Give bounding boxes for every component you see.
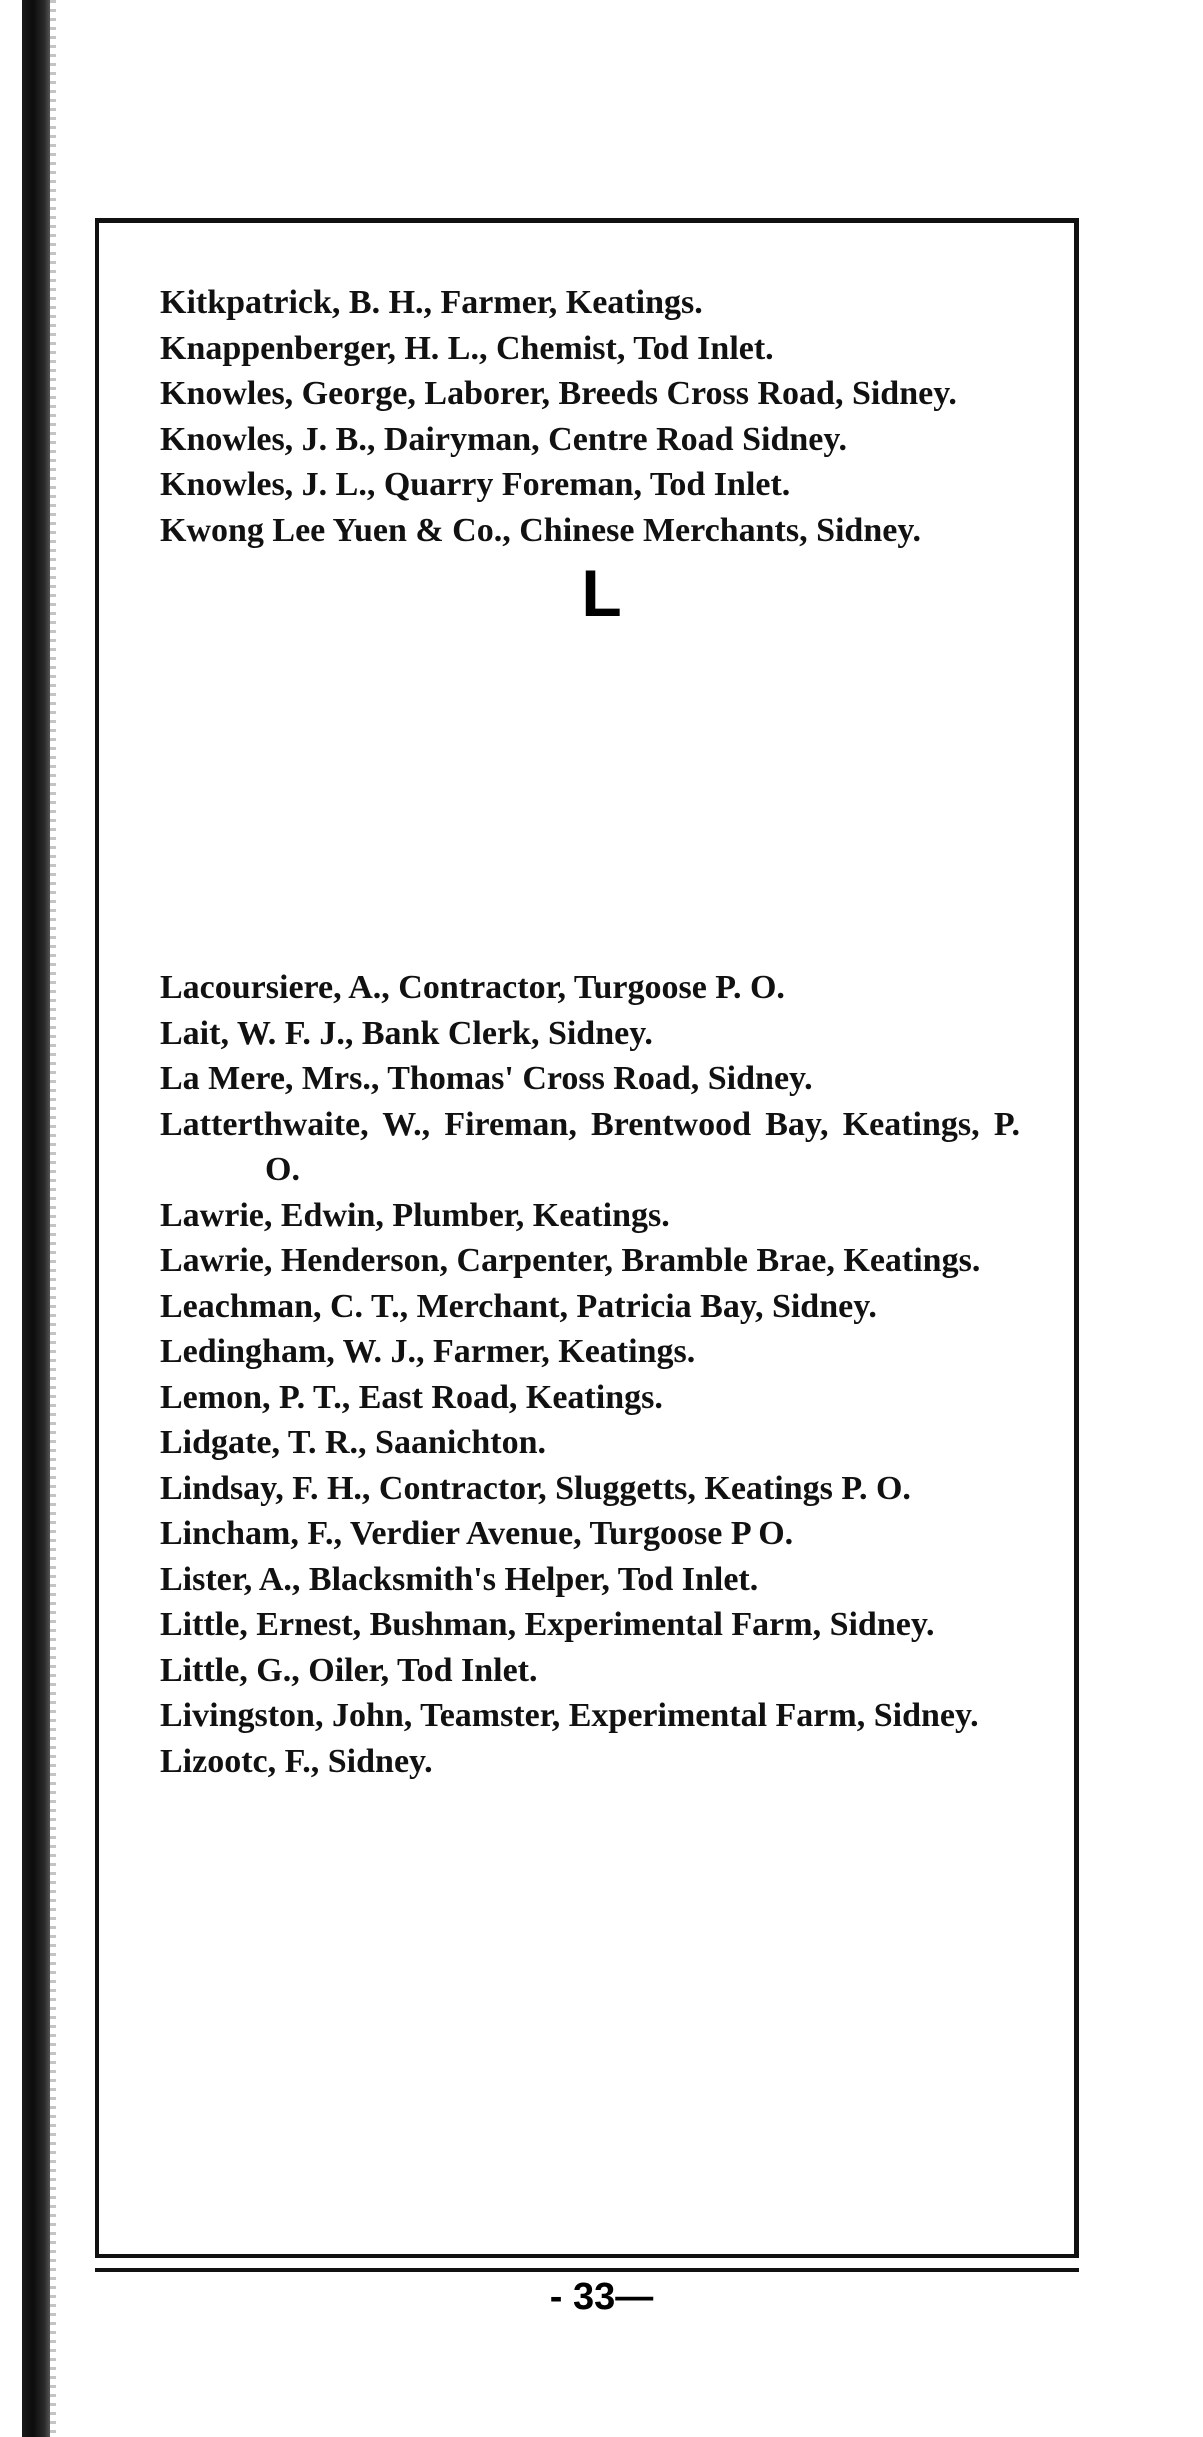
directory-entry: Little, Ernest, Bushman, Experimental Farm, Sidney. <box>160 1606 935 1643</box>
directory-k-entries <box>160 280 1020 553</box>
directory-entry: Lemon, P. T., East Road, Keatings. <box>160 1378 663 1416</box>
directory-entry: Lacoursiere, A., Contractor, Turgoose P. O. <box>160 969 785 1006</box>
directory-entry: Knowles, J. L., Quarry Foreman, Tod Inlet. <box>160 466 791 503</box>
directory-entry: Lait, W. F. J., Bank Clerk, Sidney. <box>160 1014 653 1052</box>
directory-entry: Lincham, F., Verdier Avenue, Turgoose P O. <box>160 1515 794 1552</box>
bottom-rule <box>95 2268 1079 2272</box>
directory-entry: Lindsay, F. H., Contractor, Sluggetts, Keatings P. O. <box>160 1469 911 1507</box>
directory-entry: Little, G., Oiler, Tod Inlet. <box>160 1651 538 1689</box>
directory-entry: Lawrie, Edwin, Plumber, Keatings. <box>160 1196 670 1234</box>
directory-entry: Ledingham, W. J., Farmer, Keatings. <box>160 1333 696 1370</box>
directory-entry: Knappenberger, H. L., Chemist, Tod Inlet. <box>160 329 774 367</box>
directory-entry: Lizootc, F., Sidney. <box>160 1742 433 1780</box>
directory-entry: Lister, A., Blacksmith's Helper, Tod Inlet. <box>160 1560 759 1598</box>
directory-entry: Leachman, C. T., Merchant, Patricia Bay, Sidney. <box>160 1287 877 1325</box>
directory-entry: Kitkpatrick, B. H., Farmer, Keatings. <box>160 284 703 321</box>
binding-edge <box>22 0 50 2437</box>
directory-entry: Lidgate, T. R., Saanichton. <box>160 1424 547 1461</box>
directory-entry: Lawrie, Henderson, Carpenter, Bramble Brae, Keatings. <box>160 1242 981 1279</box>
directory-entry: Kwong Lee Yuen & Co., Chinese Merchants, Sidney. <box>160 511 921 549</box>
directory-l-entries <box>160 965 1020 1784</box>
page-number: - 33— <box>549 2276 654 2318</box>
directory-entry: Livingston, John, Teamster, Experimental Farm, Sidney. <box>160 1697 979 1734</box>
directory-entry: Knowles, George, Laborer, Breeds Cross Road, Sidney. <box>160 375 957 412</box>
directory-entry: La Mere, Mrs., Thomas' Cross Road, Sidney. <box>160 1060 813 1097</box>
directory-entry: Latterthwaite, W., Fireman, Brentwood Bay, Keatings, P. O. <box>160 1105 1020 1188</box>
directory-entry: Knowles, J. B., Dairyman, Centre Road Sidney. <box>160 420 847 458</box>
section-heading: L <box>581 556 622 630</box>
